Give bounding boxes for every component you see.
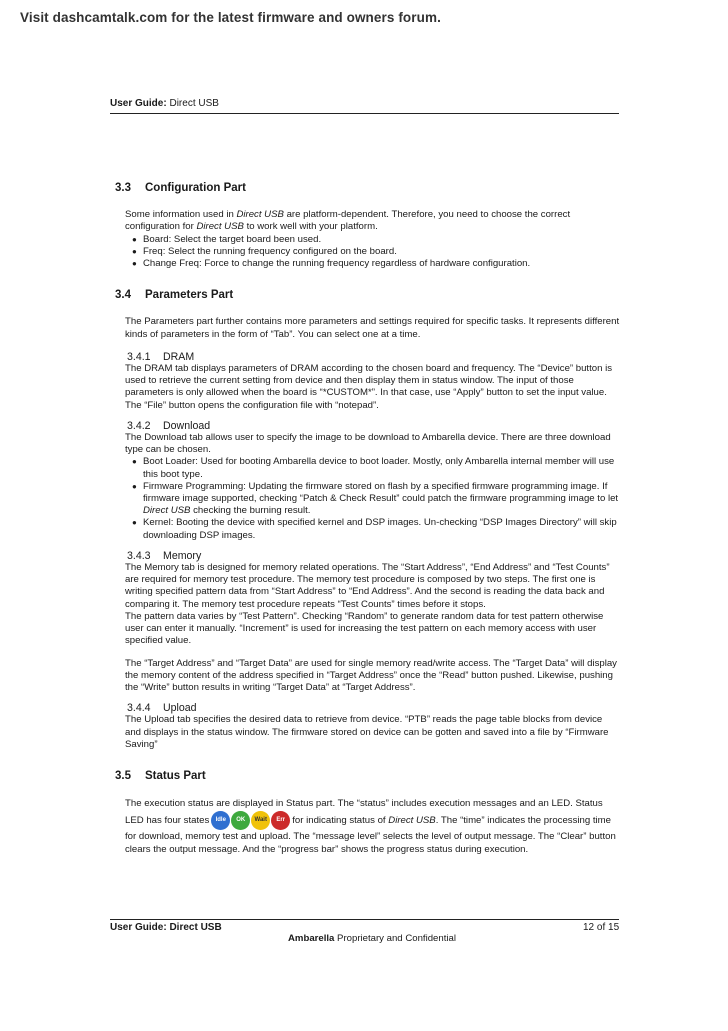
download-bullet-list [132, 456, 620, 541]
section-3-4-heading [115, 289, 620, 301]
subsection-upload-heading [127, 702, 620, 714]
text-run: The execution status are displayed in Status part. The “status” includes execution messages and an LED. Status LED has four states [125, 798, 603, 826]
header-colon: : [163, 98, 167, 109]
page-body [110, 182, 620, 857]
subsection-number: 3.4.4 [127, 702, 151, 715]
config-bullet-list [132, 234, 620, 271]
text-run: checking the burning result. [190, 505, 311, 517]
section-number: 3.5 [115, 769, 131, 782]
list-item: ● Kernel: Booting the device with specified kernel and DSP images. Un-checking “DSP Images Directory” will skip downloading DSP images. [132, 517, 620, 541]
led-err-icon: Err [271, 811, 290, 830]
led-wait-icon: Wait [251, 811, 270, 830]
subsection-number: 3.4.2 [127, 419, 151, 432]
subsection-download-heading [127, 420, 620, 432]
promo-banner: Visit dashcamtalk.com for the latest firmware and owners forum. [20, 10, 441, 25]
download-paragraph: The Download tab allows user to specify the image to be download to Ambarella device. There are three download type can be chosen. [125, 432, 611, 456]
subsection-title: Memory [163, 549, 202, 562]
header-label: User Guide [110, 98, 164, 109]
memory-paragraph-2: The pattern data varies by “Test Pattern”. Checking “Random” to generate random data for test pattern otherwise user can enter it manually. “Increment” is used for increasing the test pattern on each memory access with user specified value. [125, 610, 604, 647]
text-run: Firmware Programming: Updating the firmware stored on flash by a specified firmware programming image. If firmware image supported, checking “Patch & Check Result” could patch the firmware programming image to let [143, 480, 619, 505]
dram-paragraph: The DRAM tab displays parameters of DRAM according to the chosen board and frequency. The “Device” button is used to retrieve the current setting from device and then display them in status window. The input of those parameters is only allowed when the board is “*CUSTOM*”. In that case, use “Apply” button to set the input value. The “File” button opens the configuration file with “notepad”. [125, 363, 613, 411]
text-run: to work well with your platform. [243, 221, 378, 233]
text-run: for indicating status of [292, 814, 389, 826]
text-run: are platform-dependent. Therefore, you need to choose the correct configuration for [125, 209, 571, 233]
footer-confidential [288, 933, 456, 944]
subsection-title: Download [163, 419, 211, 432]
subsection-title: Upload [163, 702, 197, 715]
text-run: Some information used in [125, 209, 237, 221]
memory-paragraph-3: The “Target Address” and “Target Data” are used for single memory read/write access. The “Target Data” will display the memory content of the address specified in “Target Address” once the “Read” button pushed. Likewise, pushing the “Write” button results in writing “Target Data” at “Target Address”. [125, 657, 617, 693]
footer-page-number: 12 of 15 [583, 922, 620, 933]
product-name: Direct USB [236, 209, 284, 221]
product-name: Direct USB [143, 505, 191, 517]
list-item: ● Change Freq: Force to change the running frequency regardless of hardware configuration. [132, 258, 620, 270]
footer-divider [110, 919, 619, 920]
section-title: Status Part [145, 769, 206, 782]
section-number: 3.3 [115, 182, 131, 194]
subsection-number: 3.4.3 [127, 549, 151, 562]
list-item: ● Boot Loader: Used for booting Ambarella device to boot loader. Mostly, only Ambarella internal member will use this boot type. [132, 456, 620, 480]
subsection-dram-heading [127, 351, 620, 363]
header-title: Direct USB [169, 98, 219, 109]
spacer [110, 270, 620, 289]
config-intro-paragraph [125, 209, 620, 233]
list-item: ● Board: Select the target board been used. [132, 234, 620, 246]
list-item [132, 481, 620, 518]
product-name: Direct USB [196, 221, 244, 233]
confidential-text: Proprietary and Confidential [334, 933, 456, 944]
section-number: 3.4 [115, 289, 131, 302]
upload-paragraph: The Upload tab specifies the desired data to retrieve from device. “PTB” reads the page table blocks from device and displays in the status window. The firmware stored on device can be gotten and saved into a file by “Firmware Saving” [125, 714, 609, 750]
section-3-5-heading [115, 770, 620, 782]
section-title: Configuration Part [145, 182, 246, 194]
text-run: . The “time” indicates the processing time for download, memory test and upload. The “message level” selects the level of output message. The “Clear” button clears the output message. And the “progress bar” shows the progress status during execution. [125, 814, 616, 856]
list-item: ● Freq: Select the running frequency configured on the board. [132, 246, 620, 258]
parameters-intro-paragraph: The Parameters part further contains more parameters and settings required for specific tasks. It represents different kinds of parameters in the form of “Tab”. You can select one at a time. [125, 316, 620, 340]
status-paragraph [125, 797, 620, 857]
product-name: Direct USB [388, 814, 436, 826]
section-3-3-heading [115, 182, 620, 194]
subsection-title: DRAM [163, 350, 195, 363]
section-title: Parameters Part [145, 289, 234, 302]
memory-paragraph-1: The Memory tab is designed for memory related operations. The “Start Address”, “End Address” and “Test Counts” are required for memory test procedure. The memory test procedure is composed by two steps. The first one is writing specified pattern data from “Start Address” to “End Address”. And the second is reading the data back and comparing it. The memory test procedure repeats “Test Counts” times before it stops. [125, 562, 610, 610]
led-idle-icon: Idle [211, 811, 230, 830]
subsection-memory-heading [127, 550, 620, 562]
footer-doc-title: User Guide: Direct USB [110, 922, 222, 933]
running-header [110, 98, 219, 109]
header-divider [110, 113, 619, 114]
spacer [110, 751, 620, 770]
led-ok-icon: OK [231, 811, 250, 830]
subsection-number: 3.4.1 [127, 350, 151, 363]
status-led-legend [211, 811, 290, 830]
company-name: Ambarella [288, 933, 335, 944]
